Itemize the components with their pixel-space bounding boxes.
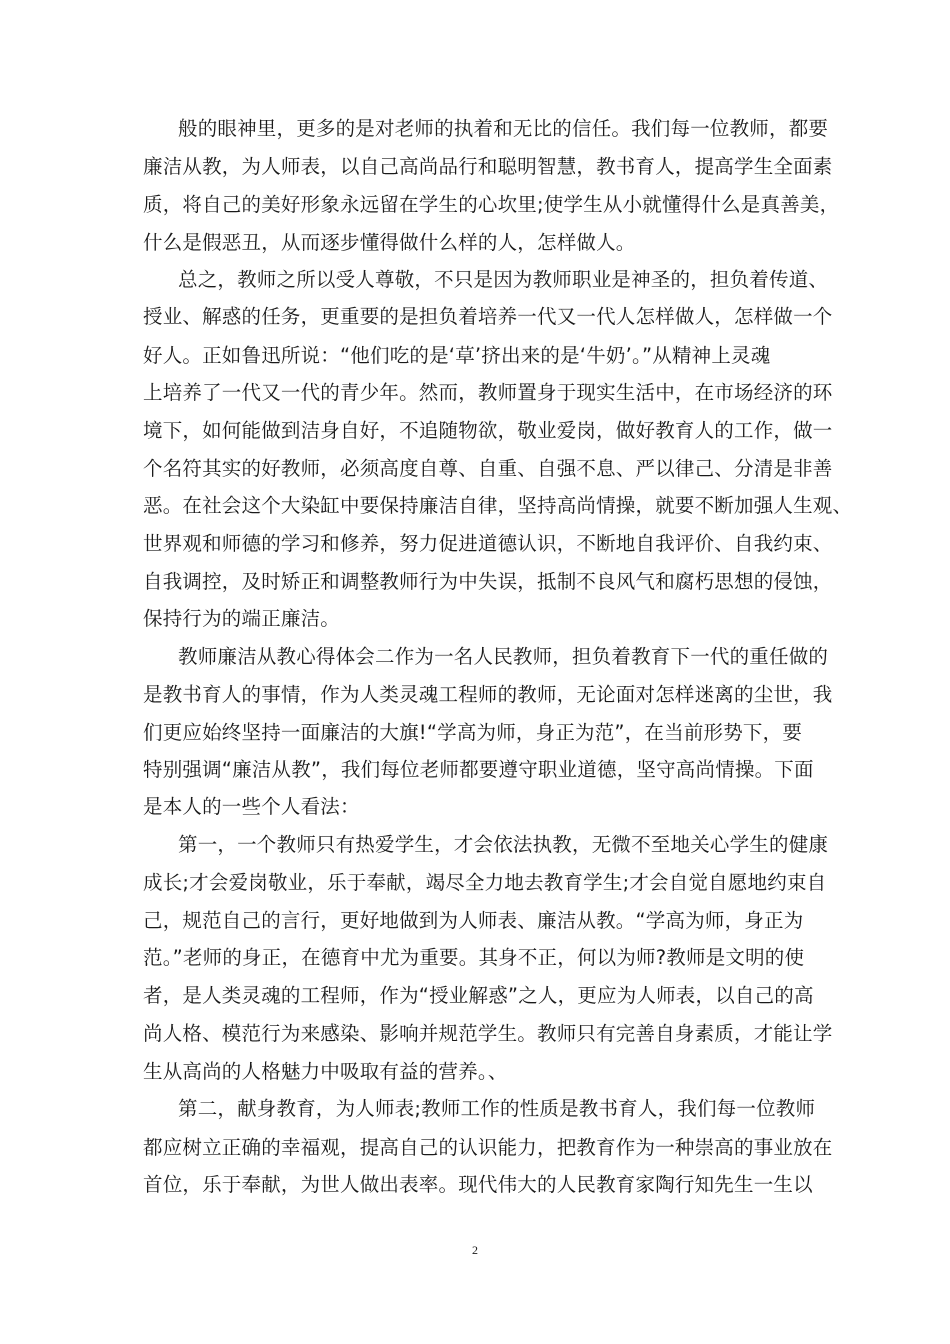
text-line: 质，将自己的美好形象永远留在学生的心坎里;使学生从小就懂得什么是真善美，	[143, 193, 840, 216]
text-line: 自我调控，及时矫正和调整教师行为中失误，抵制不良风气和腐朽思想的侵蚀，	[143, 570, 833, 593]
text-line: 好人。正如鲁迅所说：“他们吃的是‘草’挤出来的是‘牛奶’。”从精神上灵魂	[143, 344, 771, 367]
page-number: 2	[472, 1243, 478, 1257]
text-line: 总之，教师之所以受人尊敬，不只是因为教师职业是神圣的，担负着传道、	[178, 268, 829, 291]
text-line: 教师廉洁从教心得体会二作为一名人民教师，担负着教育下一代的重任做的	[178, 645, 829, 668]
text-line: 保持行为的端正廉洁。	[143, 607, 341, 630]
text-line: 范。”老师的身正，在德育中尤为重要。其身不正，何以为师?教师是文明的使	[143, 946, 805, 969]
text-line: 个名符其实的好教师，必须高度自尊、自重、自强不息、严以律己、分清是非善	[143, 457, 833, 480]
text-line: 生从高尚的人格魅力中吸取有益的营养。、	[143, 1060, 508, 1083]
text-line: 成长;才会爱岗敬业，乐于奉献，竭尽全力地去教育学生;才会自觉自愿地约束自	[143, 871, 827, 894]
text-line: 上培养了一代又一代的青少年。然而，教师置身于现实生活中，在市场经济的环	[143, 381, 833, 404]
text-line: 己，规范自己的言行，更好地做到为人师表、廉洁从教。“学高为师，身正为	[143, 909, 804, 932]
text-line: 是本人的一些个人看法：	[143, 795, 360, 818]
text-line: 廉洁从教，为人师表，以自己高尚品行和聪明智慧，教书育人，提高学生全面素	[143, 155, 833, 178]
text-line: 特别强调“廉洁从教”，我们每位老师都要遵守职业道德，坚守高尚情操。下面	[143, 758, 814, 781]
text-line: 恶。在社会这个大染缸中要保持廉洁自律，坚持高尚情操，就要不断加强人生观、	[143, 494, 853, 517]
text-line: 般的眼神里，更多的是对老师的执着和无比的信任。我们每一位教师，都要	[178, 117, 829, 140]
text-line: 是教书育人的事情，作为人类灵魂工程师的教师，无论面对怎样迷离的尘世，我	[143, 683, 833, 706]
text-line: 境下，如何能做到洁身自好，不追随物欲，敬业爱岗，做好教育人的工作，做一	[143, 419, 833, 442]
text-line: 都应树立正确的幸福观，提高自己的认识能力，把教育作为一种崇高的事业放在	[143, 1136, 833, 1159]
text-line: 者，是人类灵魂的工程师，作为“授业解惑”之人，更应为人师表，以自己的高	[143, 984, 814, 1007]
text-line: 尚人格、模范行为来感染、影响并规范学生。教师只有完善自身素质，才能让学	[143, 1022, 833, 1045]
text-line: 们更应始终坚持一面廉洁的大旗!“学高为师，身正为范”，在当前形势下，要	[143, 721, 803, 744]
text-line: 首位，乐于奉献，为世人做出表率。现代伟大的人民教育家陶行知先生一生以	[143, 1173, 813, 1196]
text-line: 授业、解惑的任务，更重要的是担负着培养一代又一代人怎样做人，怎样做一个	[143, 305, 833, 328]
text-line: 第一，一个教师只有热爱学生，才会依法执教，无微不至地关心学生的健康	[178, 833, 829, 856]
text-line: 世界观和师德的学习和修养，努力促进道德认识，不断地自我评价、自我约束、	[143, 532, 833, 555]
text-line: 第二，献身教育，为人师表;教师工作的性质是教书育人，我们每一位教师	[178, 1097, 816, 1120]
text-line: 什么是假恶丑，从而逐步懂得做什么样的人，怎样做人。	[143, 231, 636, 254]
